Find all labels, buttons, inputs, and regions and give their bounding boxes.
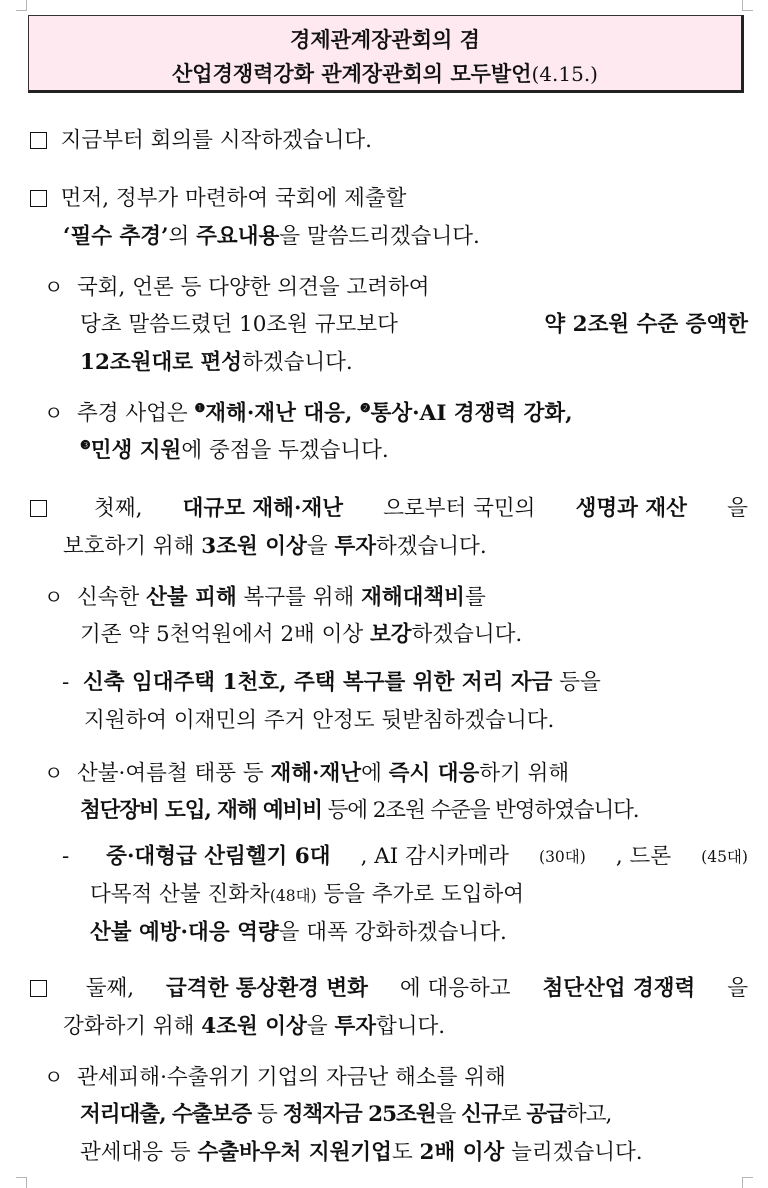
p9-text-5: 을 대폭 강화하겠습니다. <box>278 920 507 945</box>
circle-bullet: ㅇ <box>44 275 64 299</box>
p6-bold-2: 재해대책비 <box>361 585 465 610</box>
p5-bold-2: 생명과 재산 <box>575 496 687 521</box>
p6-text-4: 기존 약 5천억원에서 2배 이상 <box>80 622 370 647</box>
circle-bullet: ㅇ <box>44 1065 64 1089</box>
p9-text-4: 등을 추가로 도입하여 <box>316 882 525 907</box>
p5-text-3: 을 <box>727 496 748 521</box>
circle-bullet: ㅇ <box>44 585 64 609</box>
number-1-icon: ❶ <box>194 401 206 415</box>
crop-mark-bottom-left <box>16 1177 27 1188</box>
p11-text-7: 늘리겠습니다. <box>504 1140 643 1165</box>
number-3-icon: ❸ <box>80 438 91 452</box>
p5-bold-3: 3조원 이상 <box>201 534 307 559</box>
p11-text-6: 도 <box>391 1140 420 1165</box>
p9-text-1: , AI 감시카메라 <box>360 844 509 869</box>
title-line-2 <box>29 58 741 88</box>
p6-text-2: 복구를 위해 <box>236 585 362 610</box>
p9-text-2: , 드론 <box>615 844 672 869</box>
p10-bold-1: 급격한 통상환경 변화 <box>166 976 368 1001</box>
p1-text: 지금부터 회의를 시작하겠습니다. <box>60 128 372 153</box>
p11-bold-5: 수출바우처 지원기업 <box>197 1140 392 1165</box>
p11-line-1: 관세피해·수출위기 기업의 자금난 해소를 위해 <box>77 1065 506 1090</box>
p5-lead <box>30 490 54 528</box>
p10-text-6: 합니다. <box>375 1014 446 1039</box>
p8-bold-2: 즉시 대응 <box>388 761 480 786</box>
p10-text-5: 을 <box>306 1014 335 1039</box>
p11-text-5: 관세대응 등 <box>80 1140 198 1165</box>
p11-bold-3: 신규 <box>461 1102 501 1127</box>
p7-text-1: 등을 <box>552 670 601 695</box>
p3-line-1: 국회, 언론 등 다양한 의견을 고려하여 <box>77 275 430 300</box>
p6-text-5: 하겠습니다. <box>411 622 523 647</box>
p11-bold-2: 정책자금 25조원 <box>282 1102 436 1127</box>
p2-text-1: 의 <box>168 224 197 249</box>
p10-bold-4: 투자 <box>334 1014 376 1039</box>
square-bullet <box>30 132 47 149</box>
p9-text-3: 다목적 산불 진화차 <box>90 882 270 907</box>
p8-text-2: 에 <box>361 761 389 786</box>
p6-bold-1: 산불 피해 <box>146 585 237 610</box>
p11-bold-4: 공급 <box>526 1102 566 1127</box>
p11-text-4: 하고, <box>565 1102 612 1127</box>
p6-text-3: 를 <box>464 585 486 610</box>
p10-text-2: 에 대응하고 <box>399 976 511 1001</box>
p7-line-2: 지원하여 이재민의 주거 안정도 뒷받침하겠습니다. <box>84 708 555 733</box>
p6-text-1: 신속한 <box>77 585 147 610</box>
p11-text-2: 을 <box>435 1102 462 1127</box>
p2-bold-1: ‘필수 추경’ <box>63 224 169 249</box>
p5-text-1: 첫째, <box>94 496 143 521</box>
dash-bullet: - <box>62 670 70 695</box>
p2-text-2: 을 말씀드리겠습니다. <box>279 224 480 249</box>
p4-bold-3: 민생 지원 <box>90 438 182 463</box>
p9-bold-1: 중·대형급 산림헬기 6대 <box>106 844 331 869</box>
p3-text-1: 당초 말씀드렸던 10조원 규모보다 <box>80 312 398 337</box>
p10-text-4: 강화하기 위해 <box>63 1014 202 1039</box>
p10-bold-2: 첨단산업 경쟁력 <box>542 976 696 1001</box>
p4-bold-2: 통상·AI 경쟁력 강화, <box>370 401 573 426</box>
p8-text-1: 산불·여름철 태풍 등 <box>77 761 271 786</box>
crop-mark-bottom-right <box>742 1177 753 1188</box>
p10-bold-3: 4조원 이상 <box>201 1014 307 1039</box>
square-bullet <box>30 190 47 207</box>
square-bullet <box>30 500 47 517</box>
p9-lead <box>62 838 76 876</box>
number-2-icon: ❷ <box>359 401 371 415</box>
p4-text-2: 에 중점을 두겠습니다. <box>181 438 389 463</box>
p10-text-3: 을 <box>727 976 748 1001</box>
p3-bold-1: 약 2조원 수준 증액한 <box>544 312 748 337</box>
p7-bold-1: 신축 임대주택 1천호, 주택 복구를 위한 저리 자금 <box>82 670 553 695</box>
p2-line-1: 먼저, 정부가 마련하여 국회에 제출할 <box>60 186 407 211</box>
p4-bold-1: 재해·재난 대응, <box>205 401 360 426</box>
p11-bold-1: 저리대출, 수출보증 <box>80 1102 252 1127</box>
title-box <box>28 15 744 93</box>
p9-small-3: (48대) <box>269 887 317 905</box>
p11-bold-6: 2배 이상 <box>419 1140 505 1165</box>
p11-text-1: 등 <box>251 1102 283 1127</box>
title-text: 산업경쟁력강화 관계장관회의 모두발언 <box>172 61 532 86</box>
p11-text-3: 로 <box>500 1102 527 1127</box>
p5-bold-1: 대규모 재해·재난 <box>182 496 343 521</box>
circle-bullet: ㅇ <box>44 761 64 785</box>
p10-text-1: 둘째, <box>85 976 135 1001</box>
p3-bold-2: 12조원대로 편성 <box>80 350 243 375</box>
p9-small-2: (45대) <box>701 848 748 866</box>
p9-small-1: (30대) <box>539 848 586 866</box>
p3-text-2: 하겠습니다. <box>242 350 353 375</box>
p5-text-4: 보호하기 위해 <box>63 534 202 559</box>
p9-bold-2: 산불 예방·대응 역량 <box>90 920 279 945</box>
p5-text-6: 하겠습니다. <box>375 534 487 559</box>
p5-bold-4: 투자 <box>334 534 376 559</box>
p2-bold-2: 주요내용 <box>196 224 280 249</box>
square-bullet <box>30 980 47 997</box>
circle-bullet: ㅇ <box>44 401 64 425</box>
p5-text-5: 을 <box>306 534 335 559</box>
p8-bold-1: 재해·재난 <box>270 761 362 786</box>
p8-text-3: 하기 위해 <box>479 761 570 786</box>
p6-bold-3: 보강 <box>370 622 412 647</box>
dash-bullet: - <box>62 844 70 869</box>
p4-text-1: 추경 사업은 <box>77 401 195 426</box>
title-date: (4.15.) <box>531 62 598 86</box>
crop-mark-top-right <box>742 0 753 11</box>
title-line-1: 경제관계장관회의 겸 <box>290 27 480 52</box>
p8-bold-3: 첨단장비 도입, 재해 예비비 <box>80 798 322 823</box>
p5-text-2: 으로부터 국민의 <box>383 496 536 521</box>
crop-mark-top-left <box>16 0 27 11</box>
p8-text-4: 등에 2조원 수준을 반영하였습니다. <box>321 798 639 823</box>
p10-lead <box>30 970 54 1008</box>
